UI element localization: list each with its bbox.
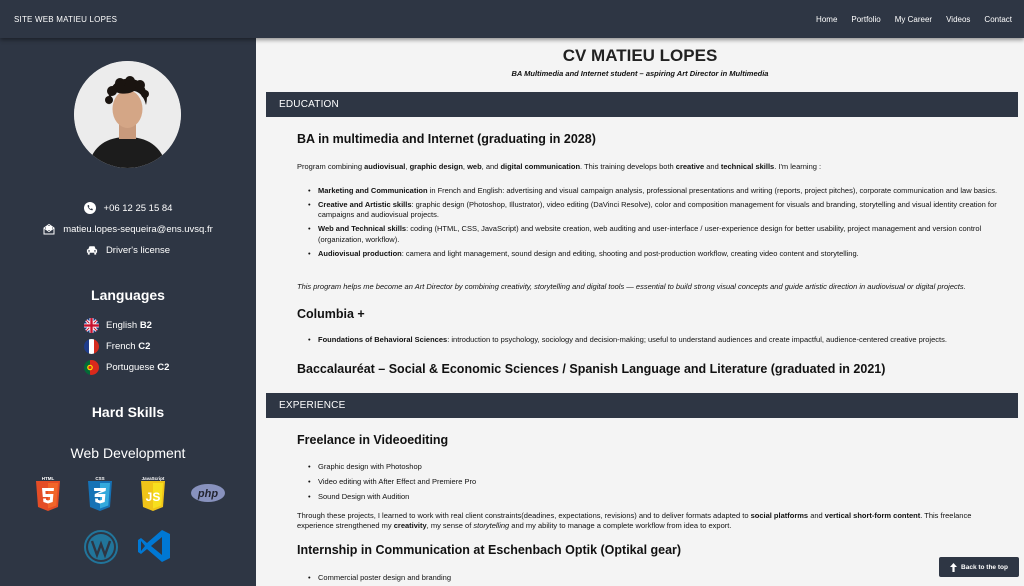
skill-label-js: JavaScript: [141, 475, 165, 481]
portugal-flag-icon: [84, 360, 99, 375]
ba-list: [308, 186, 998, 263]
html5-logo-icon: [34, 475, 62, 511]
freelance-list: [308, 462, 998, 506]
ba-outro: This program helps me become an Art Director by combining creativity, storytelling and digital tools — essential to build strong visual concepts and guide artistic direction in audiovisual or digital projects.: [297, 282, 966, 291]
skill-label-php: php: [197, 488, 219, 500]
language-portuguese: [84, 360, 169, 375]
hard-skills-heading: Hard Skills: [91, 404, 165, 420]
main-content: [256, 38, 1024, 586]
main-nav: [816, 15, 1012, 24]
page-subtitle: BA Multimedia and Internet student – aspiring Art Director in Multimedia: [511, 69, 769, 78]
list-item: • Sound Design with Audition: [308, 492, 998, 502]
skill-label-html: HTML: [41, 475, 55, 481]
list-item: • Creative and Artistic skills: graphic design (Photoshop, Illustrator), video editing (DaVinci Resolve), color and composition management for visuals and branding, storytelling and visual identity creation for campaigns and audiovisual projects.: [308, 200, 998, 220]
uk-flag-icon: [84, 318, 99, 333]
sidebar: [0, 38, 256, 586]
language-name: French: [106, 341, 136, 352]
bac-title: Baccalauréat – Social & Economic Sciences / Spanish Language and Literature (graduated in 2021): [297, 362, 886, 376]
languages-heading: Languages: [91, 287, 165, 303]
list-item: • Marketing and Communication in French and English: advertising and visual campaign analysis, professional presentations and writing (reports, project pitches), corporate communication and law basics.: [308, 186, 998, 196]
ba-intro: Program combining audiovisual, graphic design, web, and digital communication. This training develops both creative and technical skills. I'm learning :: [297, 162, 822, 171]
internship-list: [308, 573, 998, 586]
freelance-title: Freelance in Videoediting: [297, 433, 449, 447]
internship-title: Internship in Communication at Eschenbach Optik (Optikal gear): [297, 543, 682, 557]
email-icon: [43, 223, 55, 235]
ba-title: BA in multimedia and Internet (graduating in 2028): [297, 132, 596, 146]
nav-portfolio[interactable]: Portfolio: [851, 14, 881, 24]
language-name: Portuguese: [106, 362, 155, 373]
nav-contact[interactable]: Contact: [984, 14, 1012, 24]
top-navbar: [0, 0, 1024, 38]
language-level: B2: [139, 320, 152, 331]
css3-logo-icon: [86, 475, 114, 511]
avatar: [74, 61, 181, 168]
list-item: • Video editing with After Effect and Premiere Pro: [308, 477, 998, 487]
page-title: CV MATIEU LOPES: [562, 46, 718, 65]
car-icon: [86, 244, 98, 256]
list-item: • Web and Technical skills: coding (HTML, CSS, JavaScript) and website creation, web auditing and user-interface / user-experience design for better usability, project management and version control (organization, workflow).: [308, 224, 998, 244]
language-level: C2: [157, 362, 170, 373]
phone-number[interactable]: +06 12 25 15 84: [103, 202, 173, 214]
php-logo-icon: [190, 483, 226, 503]
nav-home[interactable]: Home: [816, 14, 838, 24]
phone-row: [0, 202, 256, 214]
email-address[interactable]: matieu.lopes-sequeira@ens.uvsq.fr: [63, 223, 213, 235]
list-item: • Graphic design with Photoshop: [308, 462, 998, 472]
back-to-top-button[interactable]: [939, 557, 1019, 577]
svg-text:JS: JS: [145, 489, 161, 504]
wordpress-logo-icon: [84, 530, 118, 564]
france-flag-icon: [84, 339, 99, 354]
phone-icon: [84, 202, 96, 214]
nav-videos[interactable]: Videos: [946, 14, 971, 24]
list-item: • Audiovisual production: camera and light management, sound design and editing, shooting and post-production workflow, creating video content and storytelling.: [308, 249, 998, 259]
arrow-up-icon: [950, 563, 957, 572]
skill-label-css: CSS: [95, 475, 105, 481]
columbia-title: Columbia +: [297, 307, 365, 321]
language-english: [84, 318, 152, 333]
language-french: [84, 339, 150, 354]
language-level: C2: [138, 341, 151, 352]
javascript-logo-icon: [138, 475, 168, 511]
site-brand[interactable]: SITE WEB MATIEU LOPES: [14, 14, 118, 24]
freelance-text: Through these projects, I learned to work with real client constraints(deadines, expectations, revisions) and to deliver formats adapted to social platforms and vertical short-form content. This freelance experience strengthened my creativity, my sense of storytelling and my ability to manage a complete workflow from idea to export.: [297, 511, 972, 531]
back-to-top-label: Back to the top: [961, 563, 1008, 571]
vscode-logo-icon: [136, 528, 172, 564]
nav-my-career[interactable]: My Career: [894, 14, 933, 24]
columbia-list: [308, 335, 998, 349]
web-dev-heading: Web Development: [70, 445, 186, 461]
section-experience: EXPERIENCE: [266, 393, 1018, 418]
email-row: [0, 223, 256, 235]
language-name: English: [106, 320, 138, 331]
license-text: Driver's license: [105, 244, 171, 256]
list-item: • Foundations of Behavioral Sciences: introduction to psychology, sociology and decision-making; useful to understand audiences and create impactful, audience-centered creative projects.: [308, 335, 998, 345]
list-item: • Commercial poster design and branding: [308, 573, 998, 583]
section-education: EDUCATION: [266, 92, 1018, 117]
license-row: [0, 244, 256, 256]
